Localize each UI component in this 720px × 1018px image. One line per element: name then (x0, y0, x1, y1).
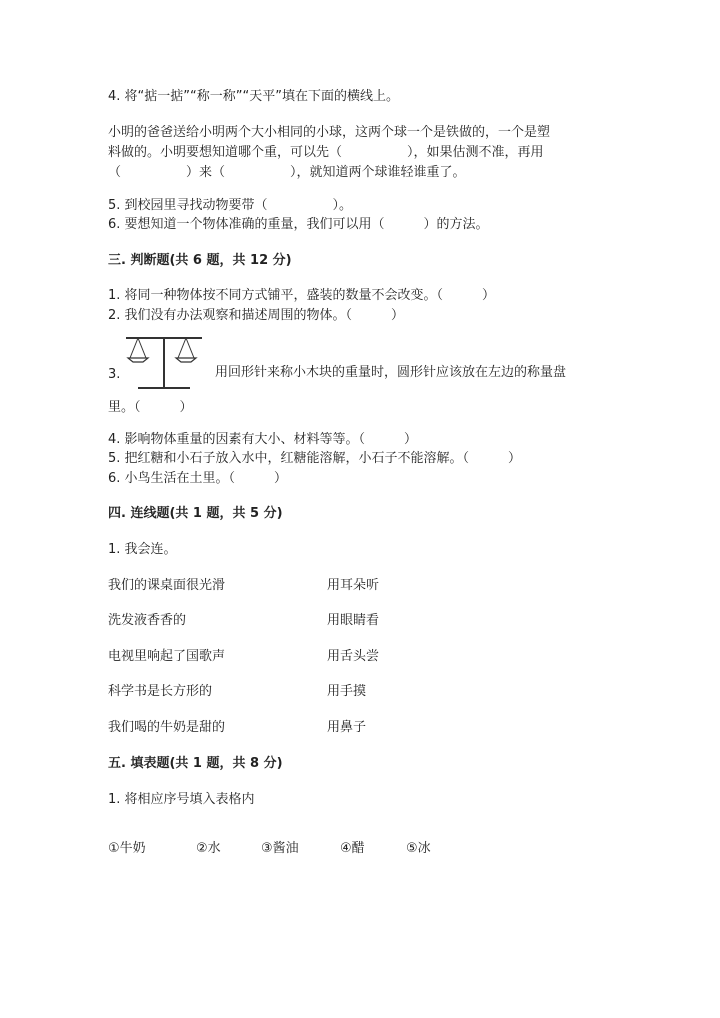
option-1: ①牛奶 (108, 841, 146, 856)
matching-right-5[interactable]: 用鼻子 (327, 720, 367, 735)
option-3: ③酱油 (261, 841, 299, 856)
section-4-title: 四. 连线题(共 1 题，共 5 分) (108, 506, 283, 521)
q4-stem: 4. 将“掂一掂”“称一称”“天平”填在下面的横线上。 (108, 89, 399, 104)
judge-item-3-continuation: 里。（ ） (108, 400, 193, 415)
judge-item-1: 1. 将同一种物体按不同方式铺平，盛装的数量不会改变。（ ） (108, 288, 496, 303)
balance-scale-image (124, 332, 204, 392)
q4-paragraph-line-2: 料做的。小明要想知道哪个重，可以先（ ），如果估测不准，再用 (108, 145, 544, 160)
judge-item-6: 6. 小鸟生活在土里。（ ） (108, 471, 288, 486)
option-2: ②水 (196, 841, 221, 856)
matching-right-3[interactable]: 用舌头尝 (327, 649, 380, 664)
q5-text: 5. 到校园里寻找动物要带（ ）。 (108, 198, 353, 213)
section-5-title: 五. 填表题(共 1 题，共 8 分) (108, 756, 283, 771)
matching-right-2[interactable]: 用眼睛看 (327, 613, 380, 628)
judge-item-3-number: 3. (108, 367, 121, 382)
section-3-title: 三. 判断题(共 6 题，共 12 分) (108, 253, 292, 268)
judge-item-3-text: 用回形针来称小木块的重量时，圆形针应该放在左边的称量盘 (215, 365, 567, 380)
matching-left-2[interactable]: 洗发液香香的 (108, 613, 187, 628)
judge-item-2: 2. 我们没有办法观察和描述周围的物体。（ ） (108, 308, 405, 323)
matching-right-4[interactable]: 用手摸 (327, 684, 367, 699)
matching-left-3[interactable]: 电视里响起了国歌声 (108, 649, 226, 664)
q4-paragraph-line-3: （ ）来（ ），就知道两个球谁轻谁重了。 (108, 165, 466, 180)
judge-item-4: 4. 影响物体重量的因素有大小、材料等等。（ ） (108, 432, 418, 447)
q6-text: 6. 要想知道一个物体准确的重量，我们可以用（ ）的方法。 (108, 217, 489, 232)
option-5: ⑤冰 (406, 841, 431, 856)
q4-paragraph-line-1: 小明的爸爸送给小明两个大小相同的小球，这两个球一个是铁做的，一个是塑 (108, 125, 551, 140)
matching-left-5[interactable]: 我们喝的牛奶是甜的 (108, 720, 226, 735)
matching-left-1[interactable]: 我们的课桌面很光滑 (108, 578, 226, 593)
matching-right-1[interactable]: 用耳朵听 (327, 578, 380, 593)
option-4: ④醋 (340, 841, 365, 856)
matching-prompt: 1. 我会连。 (108, 542, 177, 557)
table-fill-prompt: 1. 将相应序号填入表格内 (108, 792, 255, 807)
judge-item-5: 5. 把红糖和小石子放入水中，红糖能溶解，小石子不能溶解。（ ） (108, 451, 522, 466)
matching-left-4[interactable]: 科学书是长方形的 (108, 684, 213, 699)
